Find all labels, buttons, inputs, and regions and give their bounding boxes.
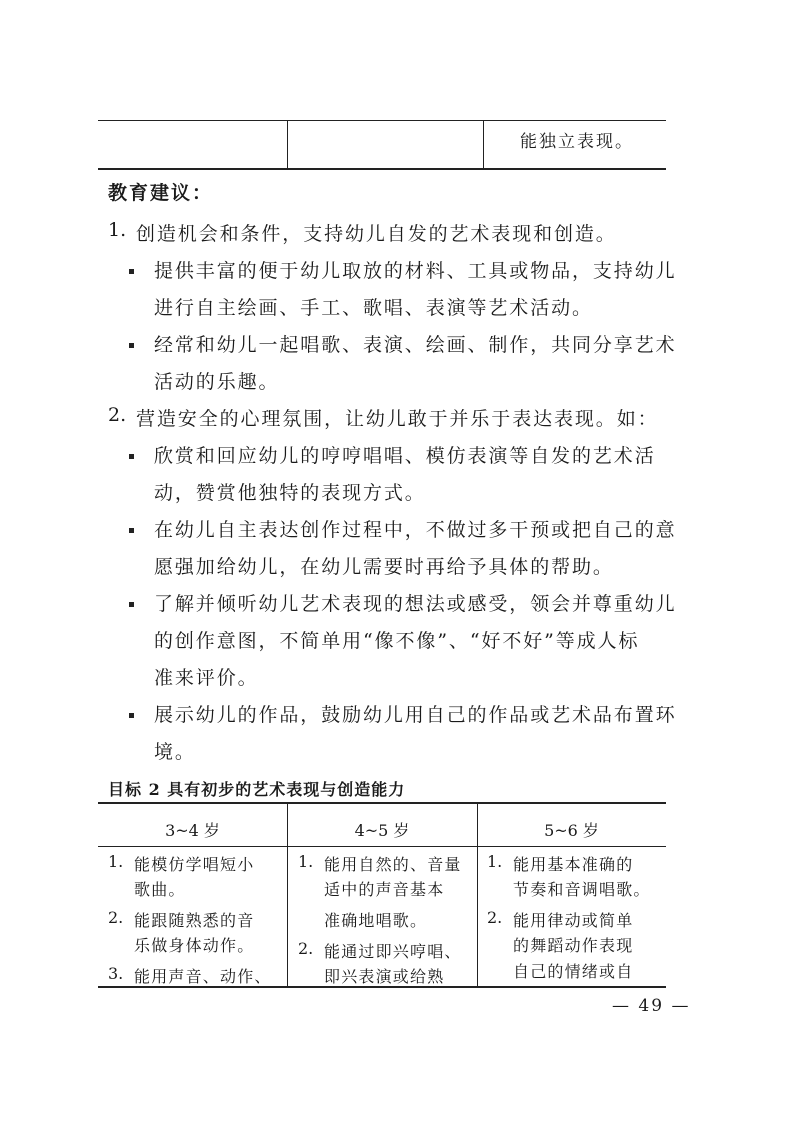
table-cell-line: 能用声音、动作、 (134, 967, 272, 986)
list-item: 愿强加给幼儿，在幼儿需要时再给予具体的帮助。 (154, 556, 614, 578)
table-cell: 能独立表现。 (520, 132, 634, 152)
column-header: 4~5 岁 (354, 821, 410, 840)
list-item: 了解并倾听幼儿艺术表现的想法或感受，领会并尊重幼儿 (154, 593, 677, 615)
goal-table (98, 802, 666, 988)
table-cell-line: 的舞蹈动作表现 (513, 936, 634, 955)
table-item-number: 2. (298, 939, 314, 958)
list-number: 1. (108, 219, 127, 241)
table-cell-line: 能模仿学唱短小 (134, 855, 255, 874)
table-cell-line: 歌曲。 (134, 880, 186, 899)
table-item-number: 2. (487, 908, 503, 927)
bullet-icon (129, 713, 134, 718)
column-header: 3~4 岁 (165, 821, 220, 840)
page-number: — 49 — (612, 996, 691, 1016)
list-item: 的创作意图，不简单用“像不像”、“好不好”等成人标 (154, 630, 640, 652)
list-item: 进行自主绘画、手工、歌唱、表演等艺术活动。 (154, 297, 593, 319)
list-item: 营造安全的心理氛围，让幼儿敢于并乐于表达表现。如： (136, 408, 659, 430)
table-header-divider (98, 846, 666, 847)
table-item-number: 2. (108, 908, 124, 927)
table-cell-line: 自己的情绪或自 (513, 962, 634, 981)
list-item: 在幼儿自主表达创作过程中，不做过多干预或把自己的意 (154, 519, 677, 541)
table-item-number: 1. (487, 852, 503, 871)
table-cell-line: 能跟随熟悉的音 (134, 911, 255, 930)
bullet-icon (129, 602, 134, 607)
list-item: 境。 (154, 741, 196, 763)
list-item: 经常和幼儿一起唱歌、表演、绘画、制作，共同分享艺术 (154, 334, 677, 356)
table-cell-line: 即兴表演或给熟 (324, 967, 445, 986)
list-item: 展示幼儿的作品，鼓励幼儿用自己的作品或艺术品布置环 (154, 704, 677, 726)
list-number: 2. (108, 404, 127, 426)
bullet-icon (129, 454, 134, 459)
table-divider (287, 121, 288, 168)
section-heading: 教育建议： (108, 182, 214, 204)
table-cell-line: 准确地唱歌。 (324, 911, 428, 930)
list-item: 创造机会和条件，支持幼儿自发的艺术表现和创造。 (136, 223, 617, 245)
table-item-number: 3. (108, 964, 124, 983)
list-item: 活动的乐趣。 (154, 371, 280, 393)
table-item-number: 1. (108, 852, 124, 871)
table-item-number: 1. (298, 852, 314, 871)
table-cell-line: 能用自然的、音量 (324, 855, 462, 874)
list-item: 准来评价。 (154, 667, 259, 689)
bullet-icon (129, 343, 134, 348)
column-header: 5~6 岁 (544, 821, 599, 840)
list-item: 动，赞赏他独特的表现方式。 (154, 482, 426, 504)
table-cell-line: 乐做身体动作。 (134, 936, 255, 955)
table-cell-line: 能通过即兴哼唱、 (324, 942, 462, 961)
bullet-icon (129, 528, 134, 533)
table-divider (483, 121, 484, 168)
table-cell-line: 节奏和音调唱歌。 (513, 880, 651, 899)
goal-title: 目标 2 具有初步的艺术表现与创造能力 (108, 780, 406, 799)
list-item: 提供丰富的便于幼儿取放的材料、工具或物品，支持幼儿 (154, 260, 677, 282)
table-cell-line: 能用基本准确的 (513, 855, 634, 874)
bullet-icon (129, 269, 134, 274)
table-cell-line: 能用律动或简单 (513, 911, 634, 930)
continued-table (98, 120, 666, 170)
list-item: 欣赏和回应幼儿的哼哼唱唱、模仿表演等自发的艺术活 (154, 445, 656, 467)
table-cell-line: 适中的声音基本 (324, 880, 445, 899)
